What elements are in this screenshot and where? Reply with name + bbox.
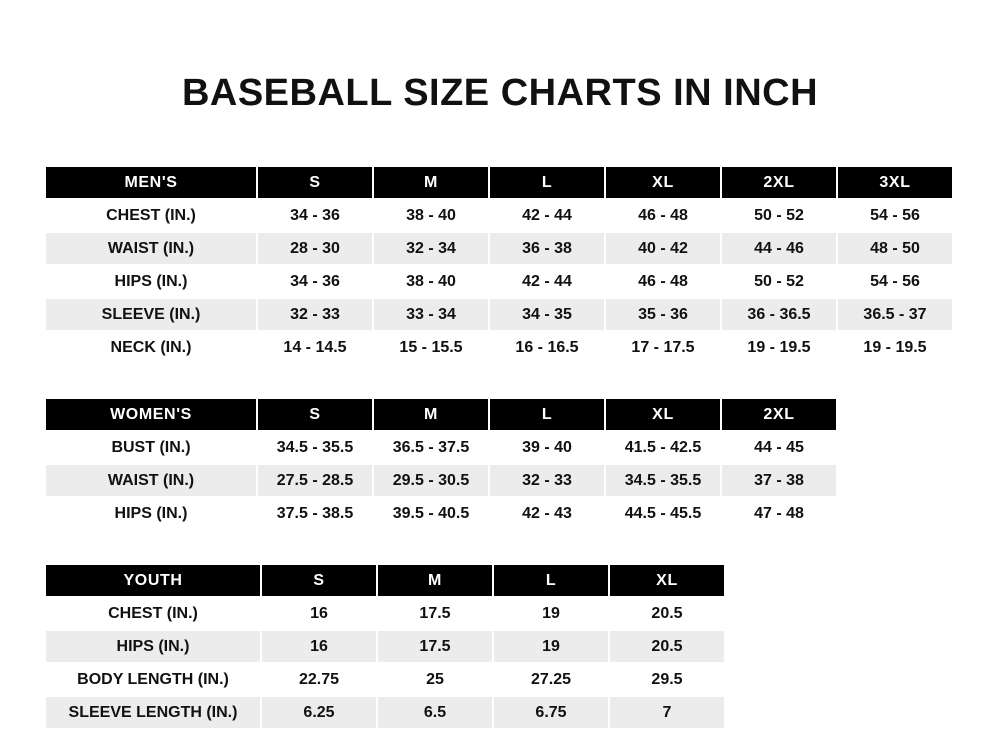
table-cell: 42 - 44 — [489, 265, 605, 298]
table-cell: 29.5 — [609, 663, 725, 696]
table-cell: 19 — [493, 597, 609, 630]
table-row — [45, 497, 837, 530]
table-cell: 19 - 19.5 — [837, 331, 953, 364]
table-cell: 36 - 38 — [489, 232, 605, 265]
table-cell: 48 - 50 — [837, 232, 953, 265]
table-cell: 41.5 - 42.5 — [605, 431, 721, 464]
size-charts-container — [0, 165, 1000, 730]
table-cell: 54 - 56 — [837, 199, 953, 232]
table-cell: 46 - 48 — [605, 199, 721, 232]
table-cell: 32 - 33 — [489, 464, 605, 497]
table-cell: 44 - 45 — [721, 431, 837, 464]
row-label: HIPS (IN.) — [45, 630, 261, 663]
column-header: L — [493, 564, 609, 597]
row-label: BUST (IN.) — [45, 431, 257, 464]
table-cell: 46 - 48 — [605, 265, 721, 298]
table-cell: 36 - 36.5 — [721, 298, 837, 331]
column-header: S — [257, 398, 373, 431]
table-cell: 34.5 - 35.5 — [257, 431, 373, 464]
row-label: HIPS (IN.) — [45, 265, 257, 298]
table-cell: 40 - 42 — [605, 232, 721, 265]
table-cell: 54 - 56 — [837, 265, 953, 298]
column-header: XL — [605, 398, 721, 431]
table-cell: 50 - 52 — [721, 199, 837, 232]
table-cell: 39 - 40 — [489, 431, 605, 464]
table-row — [45, 464, 837, 497]
table-row — [45, 696, 725, 729]
table-cell: 39.5 - 40.5 — [373, 497, 489, 530]
table-cell: 6.25 — [261, 696, 377, 729]
table-cell: 15 - 15.5 — [373, 331, 489, 364]
table-cell: 42 - 43 — [489, 497, 605, 530]
column-header: YOUTH — [45, 564, 261, 597]
table-cell: 32 - 33 — [257, 298, 373, 331]
table-cell: 7 — [609, 696, 725, 729]
table-cell: 16 — [261, 630, 377, 663]
column-header: XL — [609, 564, 725, 597]
column-header: S — [257, 166, 373, 199]
table-cell: 17 - 17.5 — [605, 331, 721, 364]
table-cell: 50 - 52 — [721, 265, 837, 298]
column-header: L — [489, 166, 605, 199]
table-cell: 42 - 44 — [489, 199, 605, 232]
womens-table-header — [45, 398, 837, 431]
table-row — [45, 232, 953, 265]
row-label: NECK (IN.) — [45, 331, 257, 364]
table-cell: 33 - 34 — [373, 298, 489, 331]
table-cell: 16 - 16.5 — [489, 331, 605, 364]
table-cell: 28 - 30 — [257, 232, 373, 265]
row-label: WAIST (IN.) — [45, 464, 257, 497]
youth-table-body — [45, 597, 725, 729]
table-cell: 36.5 - 37 — [837, 298, 953, 331]
table-header-row — [45, 398, 837, 431]
mens-table-header — [45, 166, 953, 199]
table-cell: 37.5 - 38.5 — [257, 497, 373, 530]
row-label: SLEEVE LENGTH (IN.) — [45, 696, 261, 729]
column-header: MEN'S — [45, 166, 257, 199]
table-cell: 44 - 46 — [721, 232, 837, 265]
table-cell: 35 - 36 — [605, 298, 721, 331]
table-cell: 27.5 - 28.5 — [257, 464, 373, 497]
table-cell: 20.5 — [609, 597, 725, 630]
table-cell: 6.75 — [493, 696, 609, 729]
row-label: HIPS (IN.) — [45, 497, 257, 530]
table-row — [45, 663, 725, 696]
column-header: 3XL — [837, 166, 953, 199]
row-label: WAIST (IN.) — [45, 232, 257, 265]
womens-table-body — [45, 431, 837, 530]
table-cell: 34 - 35 — [489, 298, 605, 331]
mens-size-chart — [44, 165, 954, 365]
row-label: BODY LENGTH (IN.) — [45, 663, 261, 696]
table-cell: 29.5 - 30.5 — [373, 464, 489, 497]
table-header-row — [45, 564, 725, 597]
table-row — [45, 331, 953, 364]
table-row — [45, 298, 953, 331]
table-row — [45, 630, 725, 663]
row-label: CHEST (IN.) — [45, 597, 261, 630]
row-label: SLEEVE (IN.) — [45, 298, 257, 331]
table-cell: 22.75 — [261, 663, 377, 696]
table-cell: 44.5 - 45.5 — [605, 497, 721, 530]
table-row — [45, 597, 725, 630]
table-cell: 6.5 — [377, 696, 493, 729]
column-header: WOMEN'S — [45, 398, 257, 431]
column-header: S — [261, 564, 377, 597]
column-header: 2XL — [721, 398, 837, 431]
table-row — [45, 199, 953, 232]
table-cell: 37 - 38 — [721, 464, 837, 497]
table-cell: 38 - 40 — [373, 265, 489, 298]
table-cell: 17.5 — [377, 597, 493, 630]
page-title: BASEBALL SIZE CHARTS IN INCH — [181, 72, 819, 114]
table-cell: 27.25 — [493, 663, 609, 696]
table-cell: 38 - 40 — [373, 199, 489, 232]
youth-table-header — [45, 564, 725, 597]
table-cell: 14 - 14.5 — [257, 331, 373, 364]
table-cell: 34 - 36 — [257, 199, 373, 232]
table-row — [45, 265, 953, 298]
column-header: M — [373, 398, 489, 431]
table-cell: 34.5 - 35.5 — [605, 464, 721, 497]
table-cell: 17.5 — [377, 630, 493, 663]
table-cell: 25 — [377, 663, 493, 696]
table-cell: 47 - 48 — [721, 497, 837, 530]
youth-size-chart — [44, 563, 726, 730]
row-label: CHEST (IN.) — [45, 199, 257, 232]
mens-table-body — [45, 199, 953, 364]
table-cell: 32 - 34 — [373, 232, 489, 265]
table-cell: 19 — [493, 630, 609, 663]
table-cell: 20.5 — [609, 630, 725, 663]
womens-size-chart — [44, 397, 838, 531]
table-cell: 36.5 - 37.5 — [373, 431, 489, 464]
table-header-row — [45, 166, 953, 199]
table-row — [45, 431, 837, 464]
column-header: M — [377, 564, 493, 597]
column-header: XL — [605, 166, 721, 199]
table-cell: 19 - 19.5 — [721, 331, 837, 364]
column-header: L — [489, 398, 605, 431]
table-cell: 16 — [261, 597, 377, 630]
table-cell: 34 - 36 — [257, 265, 373, 298]
column-header: 2XL — [721, 166, 837, 199]
column-header: M — [373, 166, 489, 199]
